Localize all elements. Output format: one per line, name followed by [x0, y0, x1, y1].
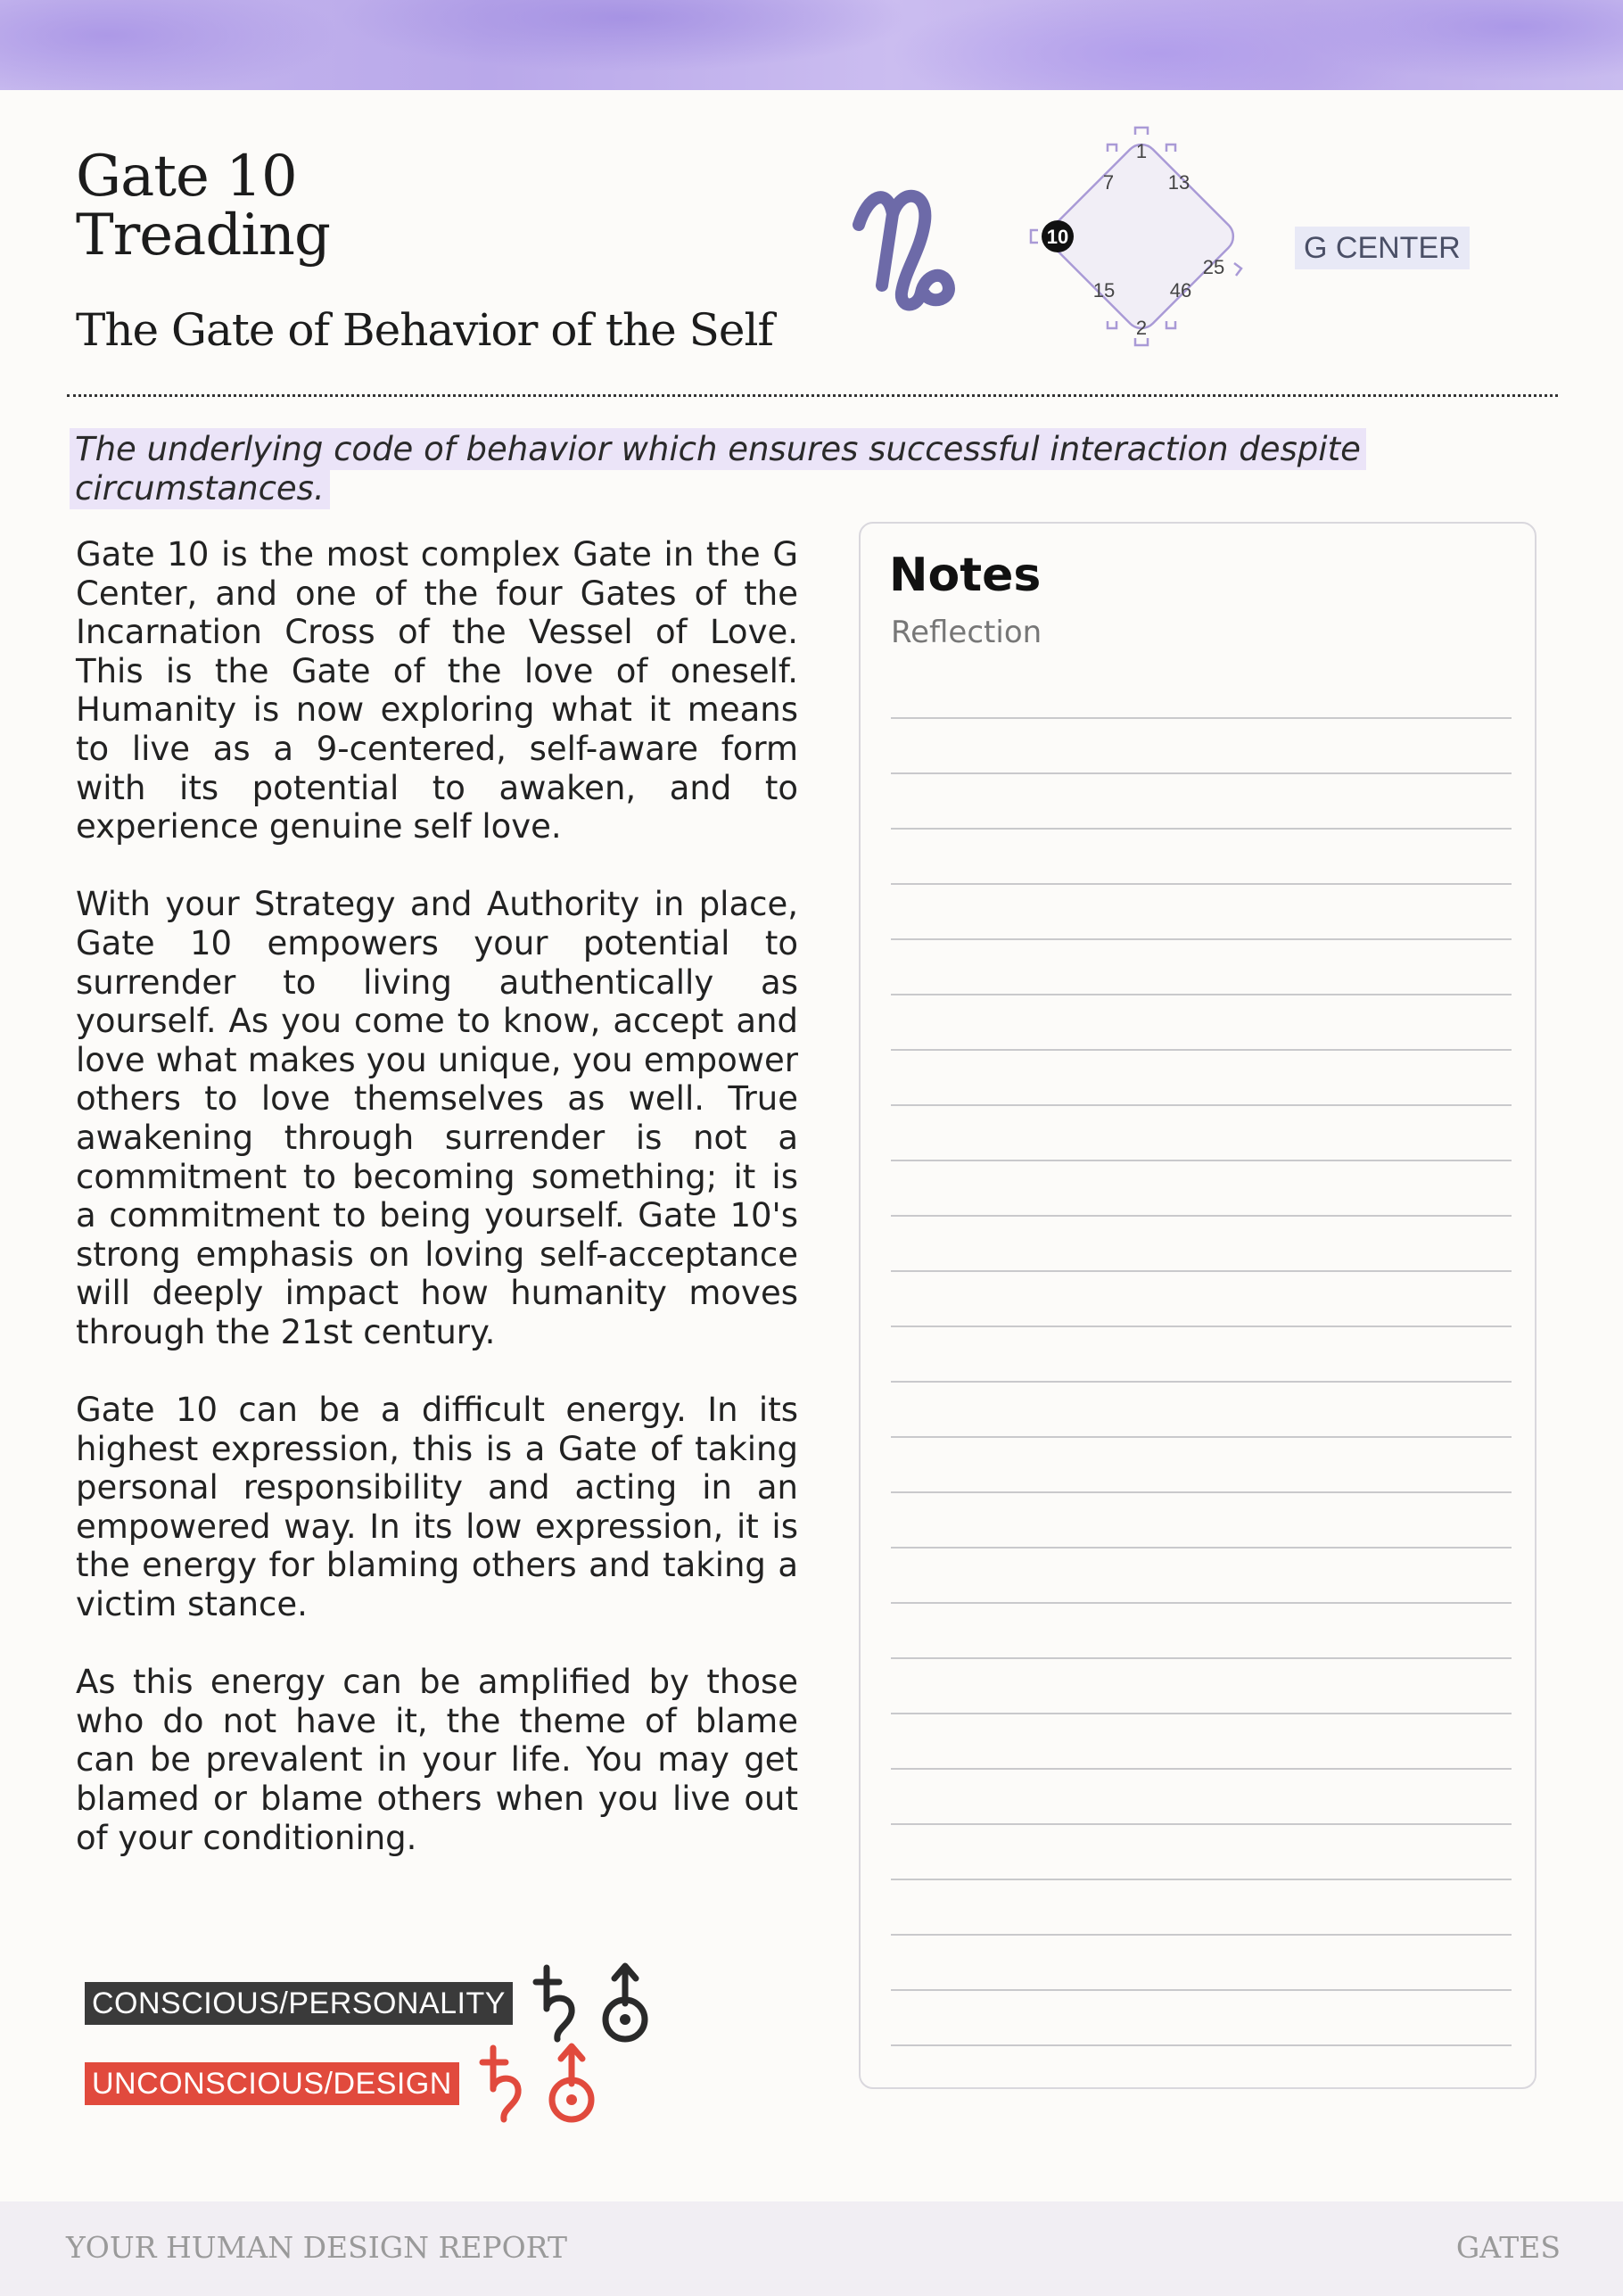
center-badge: G CENTER [1295, 227, 1470, 269]
gate-15-label: 15 [1092, 279, 1116, 301]
note-writing-line [891, 1049, 1512, 1051]
gate-46-label: 46 [1169, 279, 1192, 301]
note-writing-line [891, 1326, 1512, 1327]
note-writing-line [891, 994, 1512, 995]
gate-quote-text: The underlying code of behavior which ensures successful interaction despite circumstances. [70, 428, 1366, 509]
note-writing-line [891, 1160, 1512, 1161]
unconscious-row [85, 2043, 598, 2125]
note-writing-line [891, 1823, 1512, 1825]
watercolor-banner [0, 0, 1623, 90]
note-writing-line [891, 717, 1512, 719]
note-writing-line [891, 1602, 1512, 1604]
gate-quote [70, 430, 1461, 508]
gate-10-label: 10 [1046, 226, 1069, 248]
unconscious-badge: UNCONSCIOUS/DESIGN [85, 2062, 459, 2105]
note-writing-line [891, 1104, 1512, 1106]
note-writing-line [891, 1989, 1512, 1991]
footer-report-title: YOUR HUMAN DESIGN REPORT [66, 2230, 567, 2265]
note-writing-line [891, 828, 1512, 830]
note-writing-line [891, 1934, 1512, 1936]
note-writing-line [891, 1879, 1512, 1880]
notes-subtitle: Reflection [891, 615, 1042, 650]
note-writing-line [891, 1657, 1512, 1659]
note-writing-line [891, 1215, 1512, 1217]
description-paragraph: Gate 10 can be a difficult energy. In its highest expression, this is a Gate of taking personal responsibility and acting in an empowered way. In its low expression, it is the energy for blaming others and taking a victim stance. [76, 1391, 798, 1624]
uranus-icon [598, 1962, 652, 2044]
saturn-icon [531, 1962, 581, 2044]
gate-2-label: 2 [1135, 317, 1148, 339]
note-writing-line [891, 883, 1512, 885]
note-writing-line [891, 1270, 1512, 1272]
title-line-1: Gate 10 [76, 144, 297, 210]
footer-section-label: GATES [1455, 2230, 1561, 2265]
notes-card [859, 522, 1536, 2089]
gate-7-label: 7 [1102, 171, 1115, 194]
description-paragraph: As this energy can be amplified by those who do not have it, the theme of blame can be prevalent in your life. You may get blamed or blame others when you live out of your conditioning. [76, 1663, 798, 1857]
description-paragraph: Gate 10 is the most complex Gate in the G Center, and one of the four Gates of the Incarnation Cross of the Vessel of Love. This is the Gate of the love of oneself. Humanity is now exploring what it means to live as a 9-centered, self-aware form with its potential to awaken, and to experience genuine self love. [76, 535, 798, 847]
note-writing-line [891, 1768, 1512, 1770]
description-paragraph: With your Strategy and Authority in place, Gate 10 empowers your potential to surrender to living authentically as yourself. As you come to know, accept and love what makes you unique, you empower others to love themselves as well. True awakening through surrender is not a commitment to becoming something; it is a commitment to being yourself. Gate 10's strong emphasis on loving self-acceptance will deeply impact how humanity moves through the 21st century. [76, 885, 798, 1351]
dotted-divider [67, 394, 1558, 397]
page-subtitle: The Gate of Behavior of the Self [76, 304, 773, 356]
note-writing-line [891, 1436, 1512, 1438]
note-writing-line [891, 772, 1512, 774]
note-writing-line [891, 2044, 1512, 2046]
note-writing-line [891, 1381, 1512, 1383]
g-center-diagram [1026, 120, 1257, 361]
gate-1-label: 1 [1135, 140, 1148, 162]
capricorn-icon [843, 169, 959, 312]
note-writing-line [891, 938, 1512, 940]
gate-25-label: 25 [1202, 256, 1225, 278]
title-line-2: Treading [76, 202, 330, 268]
page-title [76, 144, 330, 268]
saturn-icon [477, 2043, 527, 2125]
note-writing-line [891, 1713, 1512, 1714]
gate-13-label: 13 [1167, 171, 1190, 194]
conscious-row [85, 1962, 652, 2044]
uranus-icon [545, 2043, 598, 2125]
page-footer [0, 2201, 1623, 2296]
note-writing-line [891, 1547, 1512, 1549]
note-writing-line [891, 1491, 1512, 1493]
notes-title: Notes [889, 549, 1042, 602]
conscious-badge: CONSCIOUS/PERSONALITY [85, 1982, 513, 2025]
gate-description [76, 535, 798, 1896]
